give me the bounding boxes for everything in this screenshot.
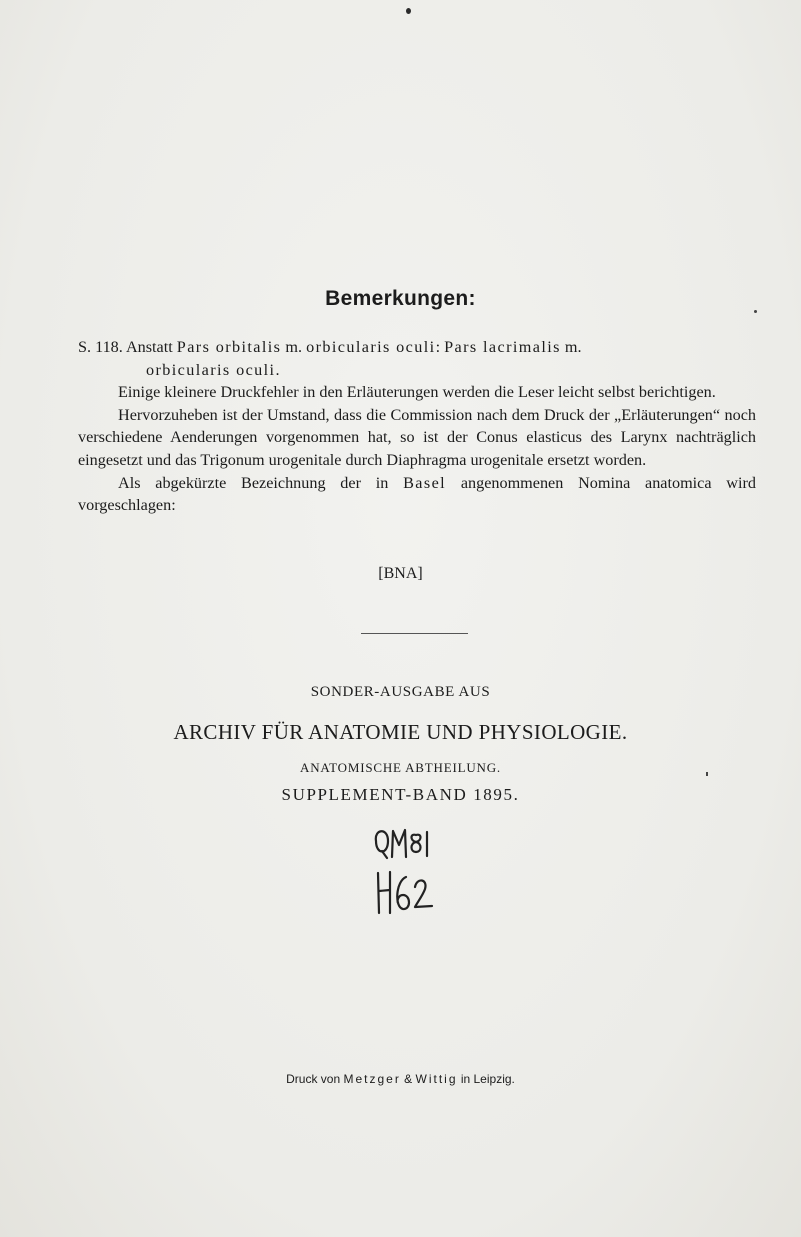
anatomical-term: orbicularis oculi bbox=[306, 338, 436, 356]
remark-paragraph-1 bbox=[78, 336, 756, 359]
anatomical-term: Pars orbitalis bbox=[176, 338, 282, 356]
remark-paragraph-2: Einige kleinere Druckfehler in den Erläuterungen werden die Leser leicht selbst berichtigen. bbox=[118, 383, 716, 402]
remark-text: m. bbox=[560, 338, 582, 356]
printer-text: & bbox=[400, 1072, 416, 1086]
divider-rule bbox=[361, 633, 468, 634]
printer-text: Druck von bbox=[286, 1072, 344, 1086]
place-name: Basel bbox=[403, 473, 447, 492]
abbreviation-label: [BNA] bbox=[378, 565, 423, 582]
remark-text: : bbox=[435, 338, 445, 356]
remarks-body bbox=[78, 336, 756, 517]
printer-imprint bbox=[0, 1072, 801, 1086]
remark-text: S. 118. Anstatt bbox=[78, 338, 177, 356]
printer-text: in Leipzig. bbox=[457, 1072, 515, 1086]
remark-text: angenommenen Nomina anatomica wird vorgeschlagen: bbox=[78, 473, 756, 515]
remark-paragraph-4 bbox=[78, 472, 756, 517]
handwritten-shelfmark bbox=[372, 825, 442, 920]
printer-name: Wittig bbox=[415, 1072, 458, 1086]
printer-name: Metzger bbox=[343, 1072, 401, 1086]
journal-section: ANATOMISCHE ABTHEILUNG. bbox=[300, 760, 501, 775]
journal-title: ARCHIV FÜR ANATOMIE UND PHYSIOLOGIE. bbox=[173, 720, 628, 744]
remark-text: Als abgekürzte Bezeichnung der in bbox=[118, 473, 404, 492]
ink-speck bbox=[406, 8, 411, 14]
offprint-label: SONDER-AUSGABE AUS bbox=[310, 684, 491, 700]
anatomical-term: Pars lacrimalis bbox=[444, 338, 561, 356]
remark-paragraph-3: Hervorzuheben ist der Umstand, dass die Commission nach dem Druck der „Erläuterungen“ noch verschiedene Aenderungen vorgenommen hat, so ist der Conus elasticus des Larynx nachträglich eingesetzt und das Trigonum urogenitale durch Diaphragma urogenitale ersetzt worden. bbox=[78, 405, 756, 469]
remark-text: m. bbox=[281, 338, 307, 356]
supplement-volume: SUPPLEMENT-BAND 1895. bbox=[281, 785, 520, 804]
remark-paragraph-1-continuation: orbicularis oculi. bbox=[146, 360, 281, 379]
page-heading: Bemerkungen: bbox=[325, 287, 476, 310]
